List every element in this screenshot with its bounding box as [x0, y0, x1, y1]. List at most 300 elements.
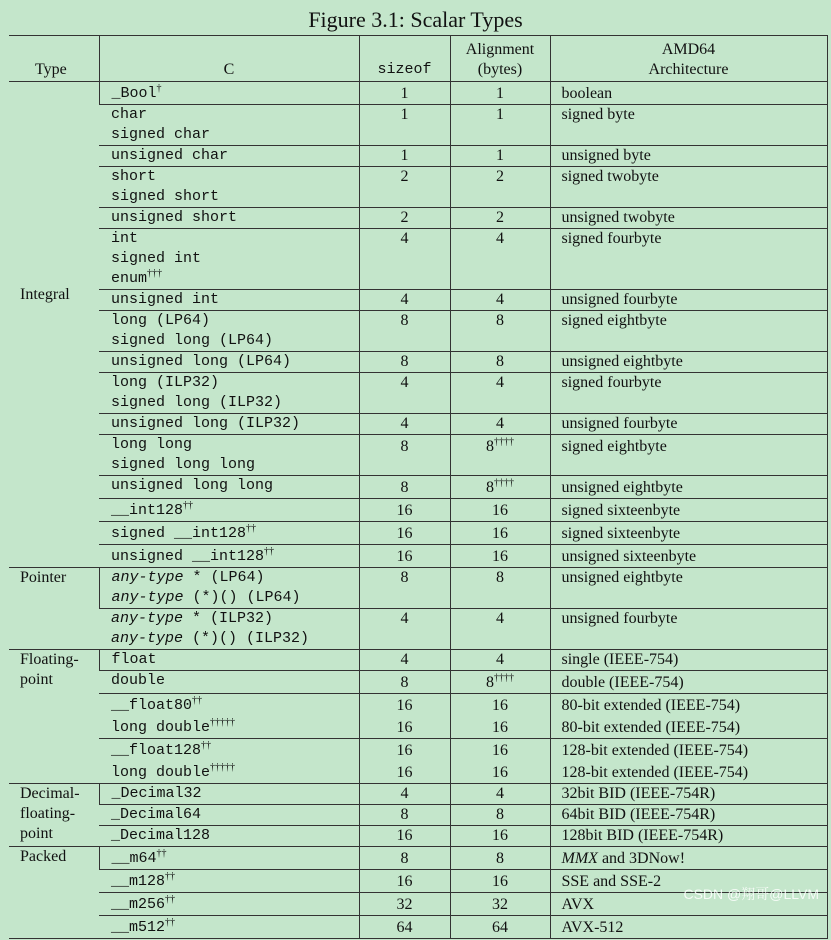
alignment-value: 4 [496, 651, 504, 668]
alignment-cell [450, 290, 550, 311]
footnote-mark: †† [246, 523, 257, 534]
architecture-cell [550, 545, 827, 568]
alignment-cell [450, 352, 550, 373]
alignment-cell [450, 522, 550, 545]
alignment-line [451, 414, 550, 434]
table-row [9, 739, 827, 784]
c-type-cell [99, 609, 359, 650]
architecture-cell [550, 167, 827, 208]
c-type-name: __m128 [111, 873, 166, 890]
table-row [9, 805, 827, 826]
architecture-line [562, 826, 827, 846]
alignment-value: 4 [496, 374, 504, 391]
footnote-sup [165, 871, 175, 882]
alignment-value: 8 [486, 674, 494, 691]
architecture-cell [550, 650, 827, 671]
architecture-cell [550, 311, 827, 352]
architecture-cell [550, 847, 827, 870]
sizeof-value: 4 [400, 651, 409, 668]
architecture-value: signed sixteenbyte [561, 502, 681, 519]
architecture-line [562, 105, 827, 125]
alignment-line [451, 167, 550, 187]
alignment-value: 16 [492, 502, 508, 519]
alignment-line [451, 694, 550, 716]
architecture-value: unsigned twobyte [561, 209, 675, 226]
c-type-line [111, 125, 359, 145]
c-type-name: _Decimal64 [111, 806, 202, 823]
c-type-line [111, 269, 359, 289]
category-floating-point-label: Floating- [20, 651, 79, 668]
sizeof-value: 16 [396, 719, 413, 736]
table-row [9, 208, 827, 229]
c-type-cell [99, 105, 359, 146]
footnote-sup [264, 546, 274, 557]
alignment-cell [450, 739, 550, 784]
c-type-cell [99, 352, 359, 373]
sizeof-value: 4 [400, 230, 409, 247]
alignment-value: 64 [492, 919, 508, 936]
category-integral-label: Integral [20, 285, 70, 303]
architecture-cell [550, 229, 827, 290]
sizeof-value: 16 [396, 697, 413, 714]
architecture-value: signed sixteenbyte [561, 525, 681, 542]
category-packed-label: Packed [20, 848, 67, 865]
footnote-mark: ††††† [210, 717, 236, 728]
sizeof-cell [359, 82, 450, 105]
architecture-cell [550, 105, 827, 146]
alignment-value: 16 [492, 873, 508, 890]
architecture-value: unsigned fourbyte [561, 291, 678, 308]
architecture-line [562, 414, 827, 434]
c-type-name: signed int [111, 250, 202, 267]
sizeof-cell [359, 916, 450, 939]
alignment-line [451, 146, 550, 166]
table-row [9, 373, 827, 414]
sizeof-cell [359, 847, 450, 870]
c-type-line [111, 435, 359, 455]
table-row [9, 414, 827, 435]
sizeof-value: 1 [400, 147, 409, 164]
alignment-line [451, 650, 550, 670]
header-alignment-unit: (bytes) [477, 61, 523, 78]
alignment-value: 8 [496, 353, 504, 370]
sizeof-cell [359, 739, 450, 784]
c-type-line [111, 455, 359, 475]
alignment-cell [450, 870, 550, 893]
table-row [9, 82, 827, 105]
footnote-sup [192, 695, 202, 706]
sizeof-value: 8 [400, 850, 409, 867]
alignment-cell [450, 650, 550, 671]
alignment-line [451, 826, 550, 846]
footnote-sup [494, 437, 514, 448]
architecture-line [562, 208, 827, 228]
table-row [9, 146, 827, 167]
category-integral [9, 82, 99, 568]
table-row [9, 847, 827, 870]
alignment-line [451, 435, 550, 457]
sizeof-value: 8 [400, 569, 409, 586]
alignment-value: 4 [496, 610, 504, 627]
c-type-line [111, 609, 359, 629]
architecture-value: signed twobyte [561, 168, 659, 185]
c-type-cell [99, 499, 359, 522]
table-row [9, 568, 827, 609]
alignment-cell [450, 414, 550, 435]
sizeof-cell [359, 352, 450, 373]
alignment-cell [450, 229, 550, 290]
c-type-cell [99, 650, 359, 671]
alignment-line [451, 373, 550, 393]
alignment-cell [450, 694, 550, 739]
c-type-name: long double [111, 719, 211, 736]
c-type-suffix: * (ILP32) [183, 610, 274, 627]
footnote-sup [201, 740, 211, 751]
sizeof-cell [359, 435, 450, 476]
c-type-line [111, 870, 359, 892]
category-packed [9, 847, 99, 939]
c-type-name: unsigned long (LP64) [111, 353, 292, 370]
alignment-line [451, 290, 550, 310]
c-type-line [111, 761, 359, 783]
c-type-line [111, 373, 359, 393]
c-type-cell [99, 414, 359, 435]
architecture-value: AVX [561, 896, 595, 913]
alignment-line [451, 229, 550, 249]
alignment-cell [450, 105, 550, 146]
sizeof-cell [359, 373, 450, 414]
table-row [9, 311, 827, 352]
c-type-cell [99, 805, 359, 826]
architecture-value: 128-bit extended (IEEE-754) [561, 764, 749, 781]
c-type-name: long (ILP32) [111, 374, 220, 391]
table-row [9, 545, 827, 568]
table-row [9, 784, 827, 805]
figure-title: Figure 3.1: Scalar Types [308, 7, 523, 32]
architecture-line [562, 916, 827, 938]
c-type-line [111, 393, 359, 413]
alignment-value: 16 [492, 764, 508, 781]
category-decimal-floating-point-label: point [20, 825, 53, 842]
architecture-line [562, 739, 827, 761]
architecture-cell [550, 208, 827, 229]
table-row [9, 290, 827, 311]
architecture-line [562, 694, 827, 716]
table-row [9, 499, 827, 522]
footnote-mark: ††††† [210, 762, 236, 773]
sizeof-cell [359, 208, 450, 229]
c-type-line [111, 739, 359, 761]
architecture-cell [550, 373, 827, 414]
sizeof-value: 1 [400, 106, 409, 123]
c-type-line [111, 311, 359, 331]
c-type-cell [99, 290, 359, 311]
header-row [9, 36, 827, 82]
alignment-cell [450, 916, 550, 939]
c-type-name: signed long (LP64) [111, 332, 274, 349]
alignment-cell [450, 893, 550, 916]
architecture-value: SSE and SSE-2 [561, 873, 662, 890]
alignment-value: 16 [492, 719, 508, 736]
c-type-placeholder: any-type [111, 630, 184, 647]
footnote-sup [165, 894, 175, 905]
alignment-line [451, 545, 550, 567]
architecture-line [562, 82, 827, 104]
footnote-mark: †† [165, 917, 176, 928]
c-type-name: int [111, 230, 139, 247]
c-type-line [111, 476, 359, 496]
architecture-cell [550, 414, 827, 435]
architecture-cell [550, 522, 827, 545]
sizeof-value: 4 [400, 785, 409, 802]
sizeof-value: 8 [400, 353, 409, 370]
alignment-value: 16 [492, 548, 508, 565]
sizeof-value: 2 [400, 209, 409, 226]
sizeof-value: 8 [400, 674, 409, 691]
architecture-value: 128bit BID (IEEE-754R) [561, 827, 724, 844]
alignment-line [451, 522, 550, 544]
architecture-value: unsigned eightbyte [561, 479, 683, 496]
architecture-value: 64bit BID (IEEE-754R) [561, 806, 716, 823]
c-type-name: __int128 [111, 502, 184, 519]
table-row [9, 826, 827, 847]
c-type-cell [99, 146, 359, 167]
footnote-mark: †† [192, 695, 203, 706]
sizeof-value: 4 [400, 291, 409, 308]
sizeof-cell [359, 499, 450, 522]
architecture-cell [550, 609, 827, 650]
architecture-line [562, 609, 827, 629]
c-type-name: __m512 [111, 919, 166, 936]
c-type-cell [99, 435, 359, 476]
c-type-line [111, 105, 359, 125]
c-type-cell [99, 82, 359, 105]
alignment-value: 1 [496, 147, 504, 164]
architecture-cell [550, 916, 827, 939]
architecture-line [562, 784, 827, 804]
alignment-cell [450, 146, 550, 167]
c-type-cell [99, 229, 359, 290]
c-type-name: __float80 [111, 697, 193, 714]
category-pointer [9, 568, 99, 650]
architecture-cell [550, 499, 827, 522]
alignment-value: 1 [496, 85, 504, 102]
architecture-value: unsigned byte [561, 147, 651, 164]
category-floating-point-label: point [20, 671, 53, 688]
alignment-line [451, 739, 550, 761]
c-type-line [111, 522, 359, 544]
architecture-line [562, 568, 827, 588]
alignment-line [451, 82, 550, 104]
architecture-line [562, 373, 827, 393]
table-row [9, 671, 827, 694]
c-type-cell [99, 870, 359, 893]
c-type-name: unsigned long long [111, 477, 274, 494]
alignment-value: 16 [492, 697, 508, 714]
table-row [9, 609, 827, 650]
alignment-value: 32 [492, 896, 508, 913]
c-type-line [111, 208, 359, 228]
c-type-cell [99, 167, 359, 208]
table-row [9, 522, 827, 545]
alignment-line [451, 476, 550, 498]
c-type-name: unsigned short [111, 209, 238, 226]
sizeof-value: 16 [396, 742, 413, 759]
alignment-line [451, 208, 550, 228]
alignment-cell [450, 311, 550, 352]
architecture-line [562, 805, 827, 825]
architecture-line [562, 476, 827, 498]
footnote-sup [165, 917, 175, 928]
architecture-value: double (IEEE-754) [561, 674, 684, 691]
c-type-name: unsigned char [111, 147, 229, 164]
sizeof-cell [359, 311, 450, 352]
alignment-value: 16 [492, 742, 508, 759]
footnote-mark: †† [156, 848, 167, 859]
header-c: C [99, 36, 359, 82]
architecture-cell [550, 694, 827, 739]
alignment-value: 2 [496, 209, 504, 226]
table-row [9, 167, 827, 208]
footnote-mark: †††† [494, 477, 514, 489]
sizeof-value: 16 [396, 873, 413, 890]
c-type-cell [99, 311, 359, 352]
architecture-line [562, 229, 827, 249]
architecture-line [562, 545, 827, 567]
c-type-line [111, 414, 359, 434]
architecture-value: boolean [561, 85, 613, 102]
c-type-name: unsigned int [111, 291, 220, 308]
alignment-value: 8 [496, 312, 504, 329]
architecture-cell [550, 476, 827, 499]
c-type-line [111, 352, 359, 372]
footnote-sup [210, 762, 235, 773]
architecture-value: 128-bit extended (IEEE-754) [561, 742, 749, 759]
architecture-value: signed fourbyte [561, 374, 662, 391]
c-type-cell [99, 671, 359, 694]
architecture-line [562, 167, 827, 187]
sizeof-value: 8 [400, 806, 409, 823]
architecture-line [562, 847, 827, 869]
footnote-mark: †† [165, 894, 176, 905]
footnote-sup [157, 848, 167, 859]
c-type-line [112, 568, 359, 588]
architecture-value: unsigned fourbyte [561, 415, 678, 432]
sizeof-value: 2 [400, 168, 409, 185]
c-type-name: _Bool [111, 85, 157, 102]
sizeof-cell [359, 694, 450, 739]
alignment-line [451, 847, 550, 869]
c-type-line [111, 545, 359, 567]
c-type-name: signed char [111, 126, 211, 143]
c-type-suffix: * (LP64) [183, 569, 265, 586]
c-type-placeholder: any-type [111, 569, 184, 586]
c-type-name: enum [111, 270, 148, 287]
alignment-value: 4 [496, 230, 504, 247]
c-type-name: long long [111, 436, 193, 453]
sizeof-value: 16 [396, 548, 413, 565]
c-type-name: __m64 [111, 850, 157, 867]
sizeof-cell [359, 146, 450, 167]
c-type-cell [99, 694, 359, 739]
c-type-cell [99, 568, 359, 609]
sizeof-cell [359, 650, 450, 671]
alignment-line [451, 352, 550, 372]
c-type-name: long double [111, 764, 211, 781]
c-type-line [111, 716, 359, 738]
alignment-line [451, 671, 550, 693]
architecture-cell [550, 435, 827, 476]
c-type-line [111, 629, 359, 649]
c-type-line [111, 249, 359, 269]
alignment-cell [450, 568, 550, 609]
alignment-value: 8 [496, 850, 504, 867]
sizeof-value: 4 [400, 610, 409, 627]
c-type-line [111, 331, 359, 351]
scalar-types-table [9, 35, 828, 939]
sizeof-value: 1 [400, 85, 409, 102]
category-decimal-floating-point-label: floating- [20, 805, 76, 822]
footnote-mark: ††† [147, 268, 163, 279]
header-architecture [550, 36, 827, 82]
alignment-cell [450, 476, 550, 499]
sizeof-value: 64 [396, 919, 413, 936]
c-type-line [112, 82, 359, 104]
c-type-cell [99, 476, 359, 499]
architecture-value: single (IEEE-754) [561, 651, 679, 668]
c-type-line [111, 290, 359, 310]
alignment-value: 4 [496, 291, 504, 308]
c-type-line [111, 805, 359, 825]
c-type-line [112, 588, 359, 608]
architecture-value: 32bit BID (IEEE-754R) [561, 785, 716, 802]
category-decimal-floating-point-label: Decimal- [20, 785, 80, 802]
c-type-line [111, 694, 359, 716]
footnote-mark: †††† [494, 436, 514, 448]
header-arch-line1: AMD64 [661, 41, 716, 58]
alignment-line [451, 784, 550, 804]
sizeof-cell [359, 568, 450, 609]
alignment-cell [450, 208, 550, 229]
c-type-cell [99, 847, 359, 870]
architecture-cell [550, 82, 827, 105]
c-type-name: signed __int128 [111, 525, 247, 542]
alignment-cell [450, 167, 550, 208]
c-type-line [111, 916, 359, 938]
c-type-line [111, 499, 359, 521]
alignment-line [451, 805, 550, 825]
sizeof-cell [359, 545, 450, 568]
architecture-value: unsigned fourbyte [561, 610, 678, 627]
alignment-cell [450, 499, 550, 522]
header-sizeof [359, 36, 450, 82]
architecture-cell [550, 739, 827, 784]
architecture-cell [550, 805, 827, 826]
alignment-line [451, 916, 550, 938]
alignment-line [451, 499, 550, 521]
c-type-cell [99, 373, 359, 414]
architecture-line [562, 146, 827, 166]
c-type-suffix: (*)() (ILP32) [183, 630, 310, 647]
architecture-value: unsigned eightbyte [561, 569, 683, 586]
c-type-line [111, 187, 359, 207]
footnote-sup [246, 523, 256, 534]
c-type-name: _Decimal128 [111, 827, 211, 844]
c-type-name: signed long long [111, 456, 256, 473]
table-row [9, 435, 827, 476]
c-type-cell [99, 784, 359, 805]
c-type-line [111, 146, 359, 166]
